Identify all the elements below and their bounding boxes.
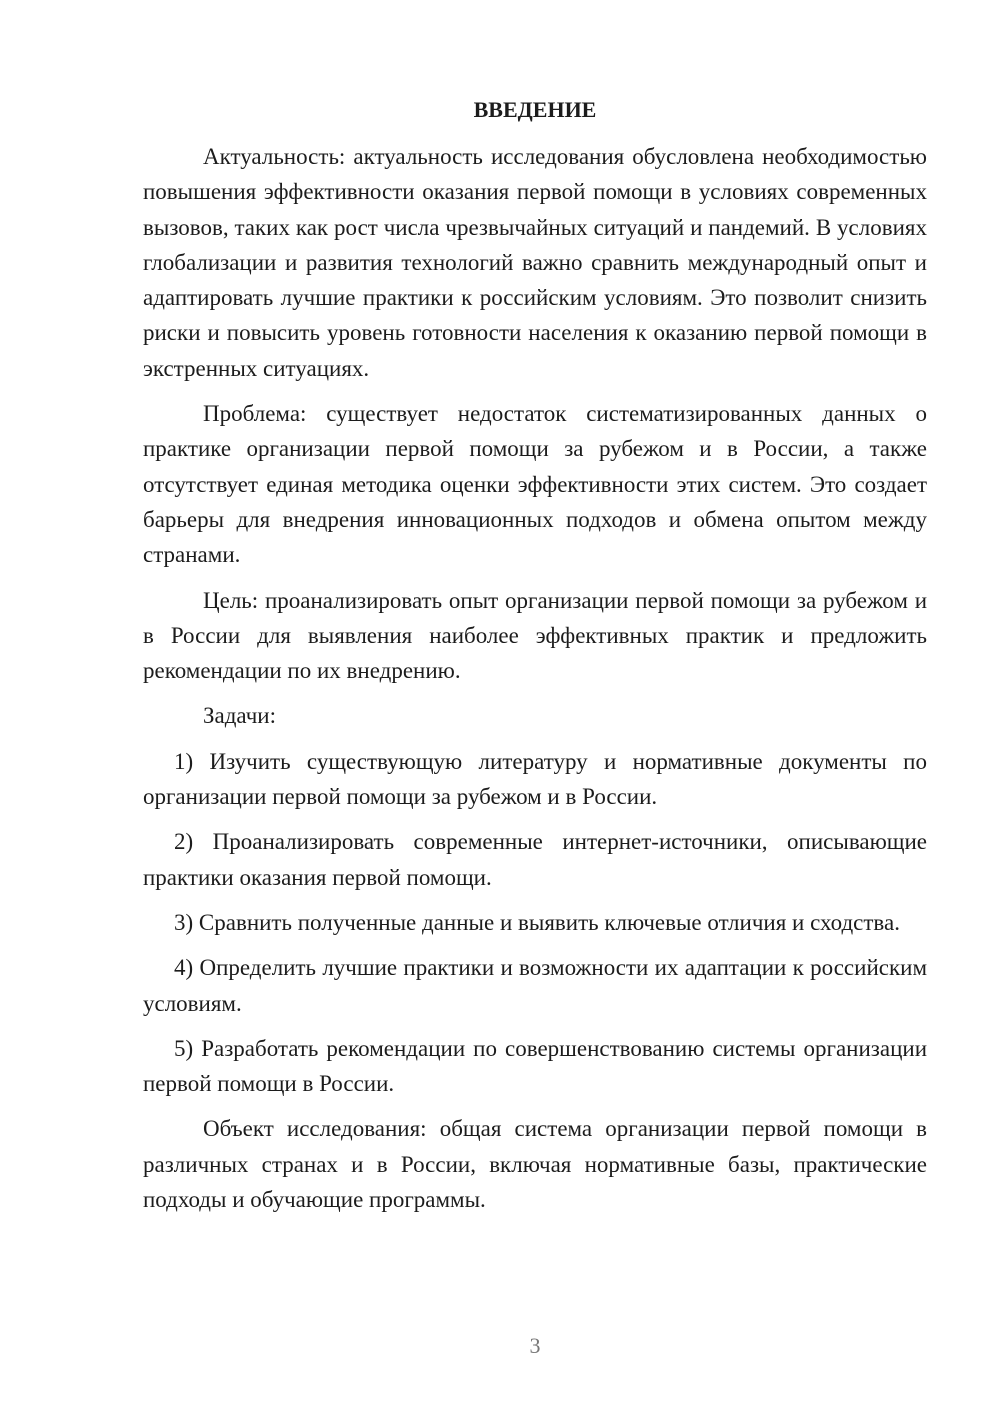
page-content bbox=[143, 92, 927, 1227]
task-item: 2) Проанализировать современные интернет-источники, описывающие практики оказания первой помощи. bbox=[143, 829, 927, 890]
relevance-paragraph: Актуальность: актуальность исследования обусловлена необходимостью повышения эффективности оказания первой помощи в условиях современных вызовов, таких как рост числа чрезвычайных ситуаций и пандемий. В условиях глобализации и развития технологий важно сравнить международный опыт и адаптировать лучшие практики к российским условиям. Это позволит снизить риски и повысить уровень готовности населения к оказанию первой помощи в экстренных ситуациях. bbox=[143, 144, 927, 381]
tasks-heading: Задачи: bbox=[203, 703, 276, 729]
problem-paragraph: Проблема: существует недостаток систематизированных данных о практике организации первой помощи за рубежом и в России, а также отсутствует единая методика оценки эффективности этих систем. Это создает барьеры для внедрения инновационных подходов и обмена опытом между странами. bbox=[143, 401, 927, 568]
page-number: 3 bbox=[529, 1333, 541, 1358]
task-item: 5) Разработать рекомендации по совершенствованию системы организации первой помощи в России. bbox=[143, 1035, 927, 1097]
task-item: 4) Определить лучшие практики и возможности их адаптации к российским условиям. bbox=[143, 955, 927, 1016]
task-item: 3) Сравнить полученные данные и выявить ключевые отличия и сходства. bbox=[174, 909, 900, 935]
task-item: 1) Изучить существующую литературу и нормативные документы по организации первой помощи за рубежом и в России. bbox=[143, 748, 927, 810]
object-paragraph: Объект исследования: общая система организации первой помощи в различных странах и в России, включая нормативные базы, практические подходы и обучающие программы. bbox=[143, 1116, 927, 1213]
section-title: ВВЕДЕНИЕ bbox=[473, 97, 597, 122]
goal-paragraph: Цель: проанализировать опыт организации первой помощи за рубежом и в России для выявления наиболее эффективных практик и предложить рекомендации по их внедрению. bbox=[143, 587, 927, 684]
